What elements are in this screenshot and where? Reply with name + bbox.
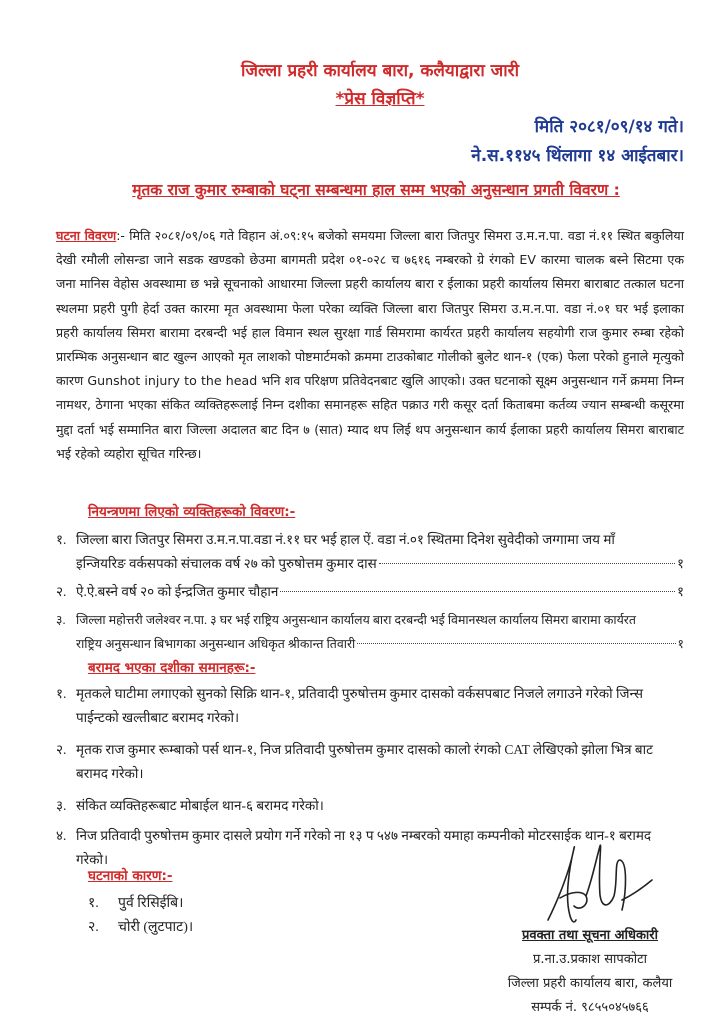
item-text: पुर्व रिसिईबि। <box>118 896 184 911</box>
item-text: चोरी (लुटपाट)। <box>118 920 194 935</box>
cause-item <box>88 916 193 940</box>
item-name: ऐ.ऐ.बस्ने वर्ष २० को ईन्द्रजित कुमार चौहान <box>76 584 279 599</box>
item-line2 <box>76 632 684 656</box>
leader-dots <box>379 563 675 564</box>
item-line2 <box>76 552 684 576</box>
leader-dots <box>280 591 675 592</box>
recovered-item <box>56 682 684 730</box>
detained-item <box>56 528 684 576</box>
cause-list <box>88 892 193 940</box>
detained-item <box>56 608 684 656</box>
signatory-title: प्रवक्ता तथा सूचना अधिकारी <box>522 928 658 943</box>
item-number: ३. <box>56 613 66 627</box>
item-name: इन्जियरिङ वर्कसपको संचालक वर्ष २७ को पुरुषोत्तम कुमार दास <box>76 556 377 571</box>
item-number: २. <box>56 584 67 599</box>
incident-description <box>56 224 684 466</box>
item-name: राष्ट्रिय अनुसन्धान बिभागका अनुसन्धान अधिकृत श्रीकान्त तिवारी <box>76 637 356 651</box>
item-text: निज प्रतिवादी पुरुषोत्तम कुमार दासले प्रयोग गर्ने गरेको ना १३ प ५४७ नम्बरको यमाहा कम्पनीको मोटरसाईक थान-१ बरामद गरेको। <box>76 828 652 867</box>
detained-heading: नियन्त्रणमा लिएको व्यक्तिहरूको विवरण:- <box>88 504 296 520</box>
incident-text: :- मिति २०८१/०९/०६ गते विहान अं.०९:१५ बजेको समयमा जिल्ला बारा जितपुर सिमरा उ.म.न.पा. वडा नं.११ स्थित बकुलिया देखी रमौली लोसन्डा जाने सडक खण्डको छेउमा बागमती प्रदेश ०१-०२८ च ७६१६ नम्बरको ग्रे रंगको EV कारमा चालक बस्ने सिटमा एक जना मानिस वेहोस अवस्थामा छ भन्ने सूचनाको आधारमा जिल्ला प्रहरी कार्यालय बारा र ईलाका प्रहरी कार्यालय सिमरा बाराबाट तत्काल घटना स्थलमा प्रहरी पुगी हेर्दा उक्त कारमा मृत अवस्थामा फेला परेका व्यक्ति जिल्ला बारा जितपुर सिमरा उ.म.न.पा. वडा नं.०१ घर भई इलाका प्रहरी कार्यालय सिमरा बारामा दरबन्दी भई हाल विमान स्थल सुरक्षा गार्ड सिमरामा कार्यरत प्रहरी कार्यालय सहयोगी राज कुमार रुम्बा रहेको प्रारम्भिक अनुसन्धान बाट खुल्न आएको मृत लाशको पोष्टमार्टमको क्रममा टाउकोबाट गोलीको बुलेट थान-१ (एक) फेला परेको हुनाले मृत्युको कारण Gunshot injury to the head भनि शव परिक्षण प्रतिवेदनबाट खुलि आएको। उक्त घटनाको सूक्ष्म अनुसन्धान गर्ने क्रममा निम्न नामथर, ठेगाना भएका संकित व्यक्तिहरूलाई निम्न दशीका समानहरू सहित पक्राउ गरी कसूर दर्ता किताबमा कर्तव्य ज्यान सम्बन्धी कसूरमा मुद्दा दर्ता भई सम्मानित बारा जिल्ला अदालत बाट दिन ७ (सात) म्याद थप लिई थप अनुसन्धान कार्य ईलाका प्रहरी कार्यालय सिमरा बाराबाट भई रहेको व्यहोरा सूचित गरिन्छ। <box>56 228 684 461</box>
date-line: मिति २०८१/०९/१४ गते। <box>534 117 684 137</box>
detained-list <box>56 528 684 656</box>
item-count: १ <box>676 556 684 571</box>
item-count: १ <box>677 637 684 651</box>
recovered-heading: बरामद भएका दशीका समानहरू:- <box>88 660 256 676</box>
item-number: ४. <box>56 828 67 843</box>
signatory-office: जिल्ला प्रहरी कार्यालय बारा, कलैया <box>507 976 673 991</box>
signatory-contact: सम्पर्क नं. ९८५५०४५७६६ <box>531 1000 649 1015</box>
issuing-office-heading: जिल्ला प्रहरी कार्यालय बारा, कलैयाद्वारा जारी <box>240 61 520 81</box>
signatory-name: प्र.ना.उ.प्रकाश सापकोटा <box>532 952 648 967</box>
item-text: संकित व्यक्तिहरूबाट मोबाईल थान-६ बरामद गरेको। <box>76 798 324 813</box>
press-release-label: *प्रेस विज्ञप्ति* <box>335 89 425 109</box>
item-text: मृतक राज कुमार रूम्बाको पर्स थान-१, निज प्रतिवादी पुरुषोत्तम कुमार दासको कालो रंगको CAT लेखिएको झोला भित्र बाट बरामद गरेको। <box>76 742 653 781</box>
leader-dots <box>357 643 675 644</box>
recovered-item <box>56 794 684 818</box>
item-number: २. <box>56 742 67 757</box>
detained-item <box>56 580 684 604</box>
cause-heading: घटनाको कारण:- <box>88 868 173 884</box>
recovered-item <box>56 738 684 786</box>
item-line2 <box>76 580 684 604</box>
item-number: २. <box>88 920 99 935</box>
item-line1: जिल्ला महोत्तरी जलेश्वर न.पा. ३ घर भई राष्ट्रिय अनुसन्धान कार्यालय बारा दरबन्दी भई विमानस्थल कार्यालय सिमरा बारामा कार्यरत <box>76 613 636 627</box>
incident-label: घटना विवरण <box>56 228 117 243</box>
item-number: १. <box>56 686 67 701</box>
item-count: १ <box>676 584 684 599</box>
item-line1: जिल्ला बारा जितपुर सिमरा उ.म.न.पा.वडा नं.११ घर भई हाल ऐं. वडा नं.०१ स्थितमा दिनेश सुवेदीको जग्गामा जय माँ <box>76 532 615 547</box>
handwritten-signature <box>540 840 660 935</box>
subject-heading: मृतक राज कुमार रुम्बाको घट्ना सम्बन्धमा हाल सम्म भएको अनुसन्धान प्रगती विवरण : <box>132 181 620 199</box>
item-number: १. <box>56 532 67 547</box>
item-number: ३. <box>56 798 67 813</box>
item-number: १. <box>88 896 99 911</box>
item-text: मृतकले घाटीमा लगाएको सुनको सिक्रि थान-१, प्रतिवादी पुरुषोत्तम कुमार दासको वर्कसपबाट निजले लगाउने गरेको जिन्स पाईन्टको खल्तीबाट बरामद गरेको। <box>76 686 643 725</box>
nepal-sambat-date-line: ने.स.११४५ थिंलागा १४ आईतबार। <box>471 146 684 166</box>
press-release-title <box>18 86 724 109</box>
signatory-block <box>470 924 710 1020</box>
cause-item <box>88 892 193 916</box>
